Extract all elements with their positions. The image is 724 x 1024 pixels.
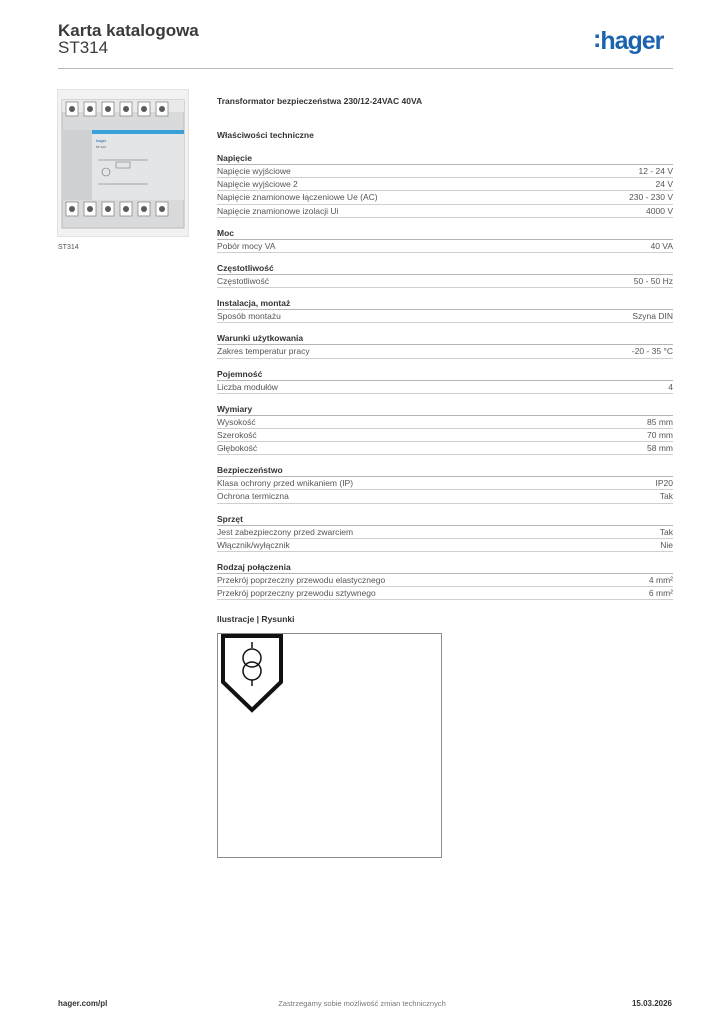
spec-group — [217, 404, 673, 456]
spec-group-title: Częstotliwość — [217, 263, 673, 275]
page-title: Karta katalogowa — [58, 21, 199, 40]
spec-value: 230 - 230 V — [629, 192, 673, 203]
spec-value: 40 VA — [650, 240, 673, 251]
spec-value: Tak — [659, 491, 673, 502]
footer-disclaimer: Zastrzegamy sobie możliwość zmian technicznych — [278, 999, 446, 1008]
spec-group-title: Rodzaj połączenia — [217, 562, 673, 574]
spec-groups — [217, 153, 673, 600]
spec-row — [217, 178, 673, 191]
safety-transformer-symbol-icon — [220, 634, 284, 714]
spec-row — [217, 526, 673, 539]
spec-label: Klasa ochrony przed wnikaniem (IP) — [217, 478, 354, 489]
spec-label: Napięcie znamionowe izolacji Ui — [217, 205, 339, 216]
spec-group — [217, 514, 673, 552]
spec-label: Jest zabezpieczony przed zwarciem — [217, 526, 354, 537]
spec-group-title: Bezpieczeństwo — [217, 465, 673, 477]
spec-value: Tak — [659, 526, 673, 537]
spec-group — [217, 263, 673, 288]
spec-group-title: Sprzęt — [217, 514, 673, 526]
spec-group — [217, 465, 673, 503]
device-brand: hager — [96, 138, 107, 143]
spec-label: Sposób montażu — [217, 311, 281, 322]
spec-label: Częstotliwość — [217, 275, 269, 286]
spec-value: 85 mm — [647, 416, 673, 427]
hager-logo: :hager — [593, 25, 664, 55]
spec-value: 58 mm — [647, 443, 673, 454]
logo-text: hager — [600, 27, 664, 55]
spec-row — [217, 587, 673, 600]
spec-row — [217, 240, 673, 253]
spec-value: 6 mm² — [648, 588, 673, 599]
product-description-title: Transformator bezpieczeństwa 230/12-24VAC 40VA — [217, 96, 423, 106]
spec-value: 4 — [668, 381, 673, 392]
footer-website: hager.com/pl — [58, 999, 108, 1008]
spec-label: Pobór mocy VA — [217, 240, 276, 251]
spec-value: IP20 — [655, 478, 673, 489]
spec-row — [217, 191, 673, 204]
spec-row — [217, 165, 673, 178]
spec-row — [217, 310, 673, 323]
spec-row — [217, 429, 673, 442]
footer-date: 15.03.2026 — [631, 999, 672, 1008]
spec-value: 4000 V — [646, 205, 673, 216]
spec-label: Napięcie wyjściowe — [217, 166, 291, 176]
spec-group — [217, 369, 673, 394]
spec-group-title: Moc — [217, 228, 673, 240]
illustration-frame — [217, 633, 442, 858]
spec-row — [217, 490, 673, 503]
spec-label: Włącznik/wyłącznik — [217, 539, 290, 550]
spec-group-title: Pojemność — [217, 369, 673, 381]
spec-row — [217, 477, 673, 490]
spec-group-title: Warunki użytkowania — [217, 333, 673, 345]
spec-group — [217, 298, 673, 323]
technical-properties-heading: Właściwości techniczne — [217, 130, 314, 140]
spec-value: Nie — [660, 539, 673, 550]
product-image — [57, 89, 189, 237]
spec-row — [217, 345, 673, 358]
transformer-device-illustration — [58, 90, 188, 236]
header-divider — [58, 68, 673, 69]
spec-label: Szerokość — [217, 429, 257, 440]
spec-row — [217, 416, 673, 429]
spec-group-title: Wymiary — [217, 404, 673, 416]
spec-value: 4 mm² — [648, 575, 673, 585]
spec-value: 12 - 24 V — [638, 166, 673, 176]
spec-row — [217, 205, 673, 218]
spec-group — [217, 153, 673, 218]
spec-label: Napięcie wyjściowe 2 — [217, 179, 298, 190]
spec-value: 24 V — [655, 179, 673, 190]
spec-label: Zakres temperatur pracy — [217, 346, 310, 357]
spec-label: Liczba modułów — [217, 381, 278, 392]
spec-label: Ochrona termiczna — [217, 491, 289, 502]
spec-label: Napięcie znamionowe łączeniowe Ue (AC) — [217, 192, 378, 203]
device-model: ST 314 — [96, 145, 106, 149]
spec-value: 70 mm — [647, 429, 673, 440]
spec-group-title: Instalacja, montaż — [217, 298, 673, 310]
spec-row — [217, 574, 673, 587]
spec-label: Głębokość — [217, 443, 258, 454]
spec-group — [217, 562, 673, 600]
spec-label: Wysokość — [217, 416, 256, 427]
image-caption: ST314 — [58, 244, 79, 251]
spec-value: -20 - 35 °C — [631, 346, 673, 357]
spec-row — [217, 381, 673, 394]
spec-label: Przekrój poprzeczny przewodu elastycznego — [217, 575, 386, 585]
spec-row — [217, 275, 673, 288]
spec-label: Przekrój poprzeczny przewodu sztywnego — [217, 588, 376, 599]
spec-row — [217, 442, 673, 455]
spec-group-title: Napięcie — [217, 153, 673, 165]
spec-content — [217, 96, 673, 858]
spec-value: 50 - 50 Hz — [633, 275, 673, 286]
product-code: ST314 — [58, 38, 109, 57]
spec-value: Szyna DIN — [632, 311, 673, 322]
spec-group — [217, 228, 673, 253]
illustrations-heading: Ilustracje | Rysunki — [217, 614, 295, 625]
spec-row — [217, 539, 673, 552]
spec-group — [217, 333, 673, 358]
